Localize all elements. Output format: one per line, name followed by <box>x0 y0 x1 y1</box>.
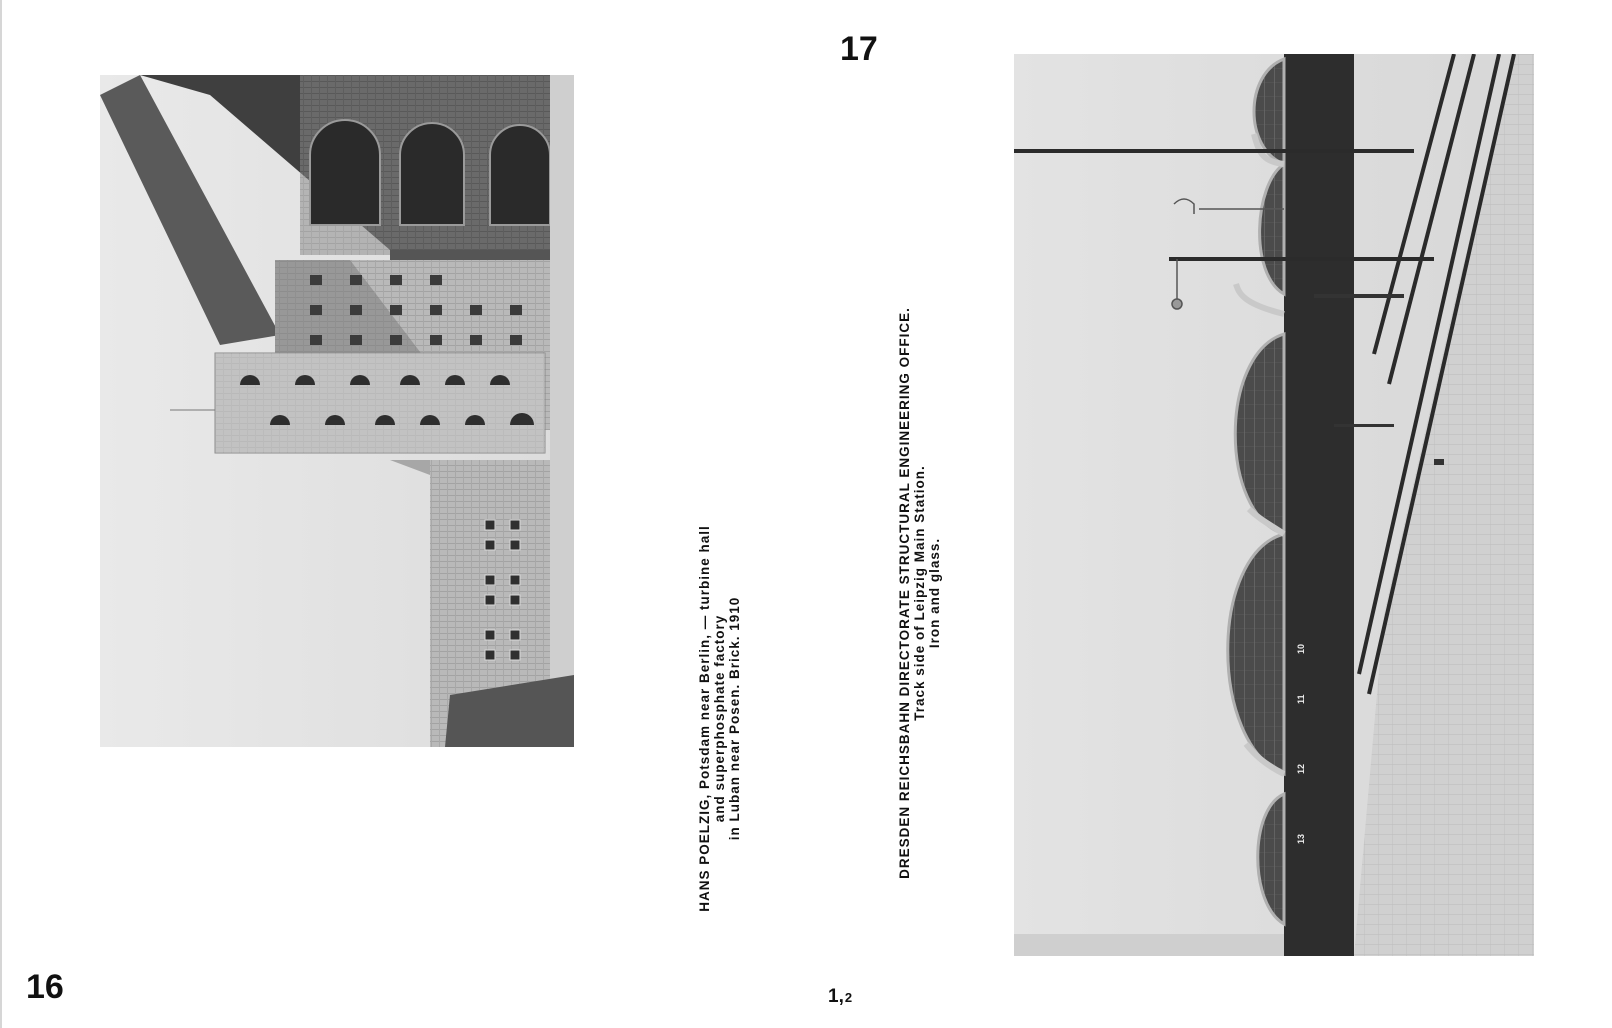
signature-main: 1, <box>828 986 844 1007</box>
caption-line: HANS POELZIG, Potsdam near Berlin, — turbine hall <box>697 525 712 912</box>
svg-text:11: 11 <box>1296 694 1306 704</box>
caption-line: Iron and glass. <box>927 537 942 649</box>
station-photo <box>1014 54 1534 956</box>
svg-text:12: 12 <box>1296 763 1306 774</box>
svg-text:13: 13 <box>1296 833 1306 844</box>
page-number-left: 16 <box>26 968 64 1006</box>
caption-line: Track side of Leipzig Main Station. <box>912 465 927 721</box>
caption-leipzig-station <box>897 233 942 953</box>
svg-text:10: 10 <box>1296 643 1306 654</box>
caption-poelzig <box>697 471 742 966</box>
caption-line: and superphosphate factory <box>712 614 727 823</box>
page-edge <box>0 0 2 1028</box>
page-number-right: 17 <box>840 30 878 68</box>
caption-line: in Luban near Posen. Brick. 1910 <box>727 596 742 841</box>
signature-sub: 2 <box>844 990 853 1005</box>
factory-photo <box>100 75 574 747</box>
signature-mark <box>828 986 852 1008</box>
caption-line: DRESDEN REICHSBAHN DIRECTORATE STRUCTURAL ENGINEERING OFFICE. <box>897 307 912 879</box>
